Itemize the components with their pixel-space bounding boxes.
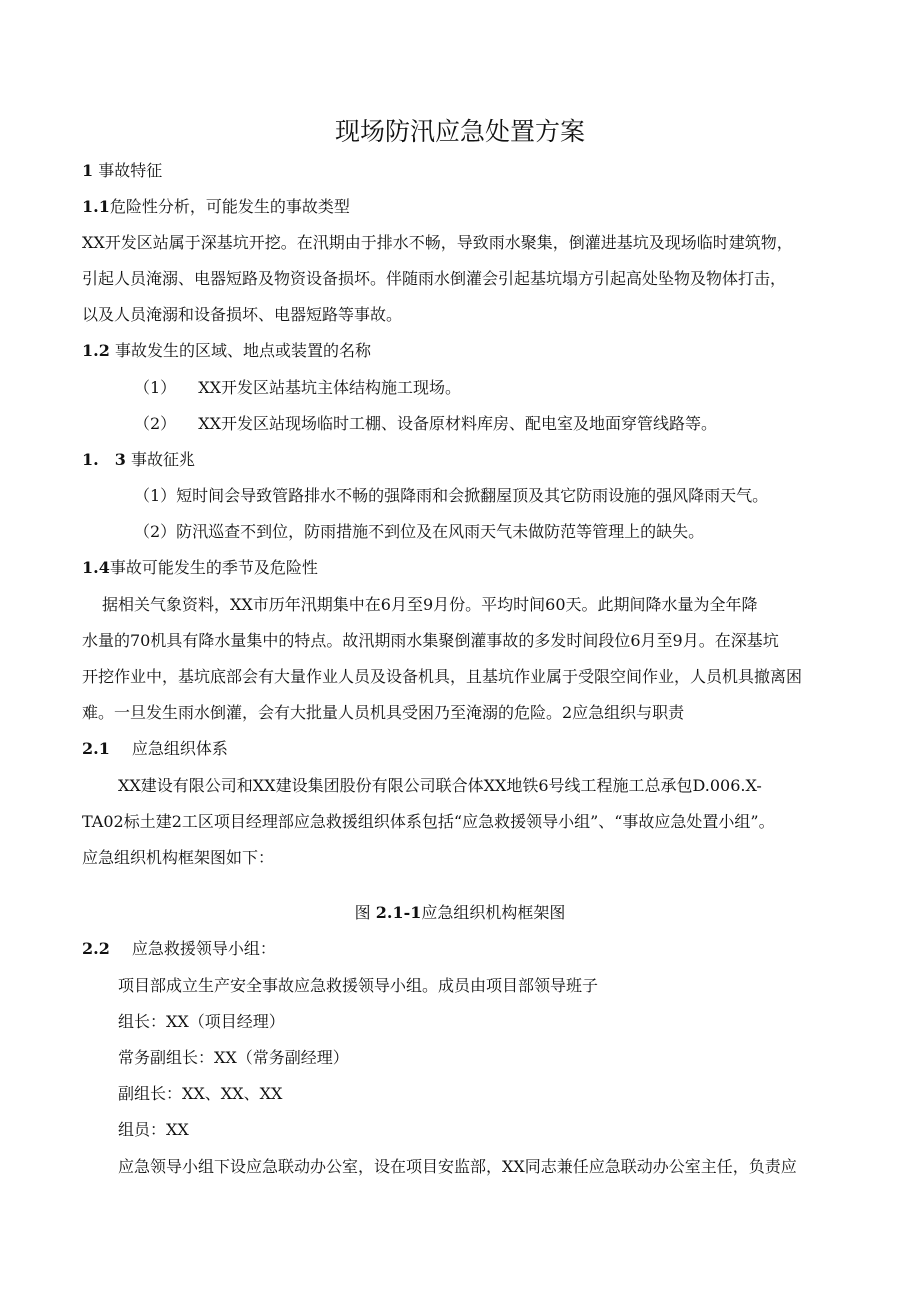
paragraph-line: 副组长：XX、XX、XX [118, 1084, 283, 1103]
paragraph-line: XX建设有限公司和XX建设集团股份有限公司联合体XX地铁6号线工程施工总承包D.006.X- [118, 776, 762, 795]
list-item: （2）防汛巡查不到位，防雨措施不到位及在风雨天气未做防范等管理上的缺失。 [134, 522, 705, 541]
section-number: 2.1 [82, 739, 110, 758]
caption-text: 应急组织机构框架图 [421, 903, 566, 922]
list-item: （1）短时间会导致管路排水不畅的强降雨和会掀翻屋顶及其它防雨设施的强风降雨天气。 [134, 486, 769, 505]
caption-number: 2.1-1 [375, 903, 422, 922]
section-title: 危险性分析，可能发生的事故类型 [109, 197, 350, 216]
section-number: 1.4 [82, 558, 110, 577]
paragraph-line: 难。一旦发生雨水倒灌，会有大批量人员机具受困乃至淹溺的危险。2应急组织与职责 [82, 703, 685, 722]
page-title: 现场防汛应急处置方案 [334, 117, 585, 146]
section-number: 1.1 [82, 197, 110, 216]
paragraph-line: 开挖作业中，基坑底部会有大量作业人员及设备机具，且基坑作业属于受限空间作业，人员机具撤离困 [82, 667, 803, 686]
section-title: 事故特征 [98, 161, 163, 180]
paragraph-line: 应急组织机构框架图如下： [82, 848, 275, 867]
paragraph-line: TA02标土建2工区项目经理部应急救援组织体系包括“应急救援领导小组”、“事故应急处置小组”。 [82, 812, 775, 831]
section-number: 1. 3 [82, 450, 126, 469]
list-item [134, 377, 461, 399]
paragraph-line: 引起人员淹溺、电器短路及物资设备损坏。伴随雨水倒灌会引起基坑塌方引起高处坠物及物体打击， [82, 269, 787, 288]
paragraph-line: 水量的70机具有降水量集中的特点。故汛期雨水集聚倒灌事故的多发时间段位6月至9月。在深基坑 [82, 631, 779, 650]
list-marker: （1） [134, 378, 177, 397]
list-item-text: XX开发区站基坑主体结构施工现场。 [198, 378, 461, 397]
section-1-2-heading [82, 340, 371, 362]
list-item [134, 413, 717, 435]
section-2-1-heading [82, 738, 228, 760]
paragraph-line: 据相关气象资料，XX市历年汛期集中在6月至9月份。平均时间60天。此期间降水量为全年降 [102, 595, 758, 614]
figure-caption [0, 902, 920, 924]
section-title: 事故发生的区域、地点或装置的名称 [114, 341, 371, 360]
section-1-4-heading [82, 557, 318, 579]
paragraph-line: 应急领导小组下设应急联动办公室，设在项目安监部，XX同志兼任应急联动办公室主任，负责应 [118, 1157, 797, 1176]
paragraph-line: 常务副组长：XX（常务副经理） [118, 1048, 349, 1067]
section-title: 事故可能发生的季节及危险性 [109, 558, 318, 577]
paragraph-line: 组员：XX [118, 1120, 189, 1139]
list-marker: （2） [134, 414, 177, 433]
section-title: 应急组织体系 [131, 739, 228, 758]
paragraph-line: 组长：XX（项目经理） [118, 1012, 285, 1031]
section-1-3-heading [82, 449, 195, 471]
section-number: 1.2 [82, 341, 110, 360]
caption-prefix: 图 [354, 903, 371, 922]
section-1-1-heading [82, 196, 350, 218]
section-1-heading [82, 160, 162, 182]
section-2-2-heading [82, 938, 276, 960]
paragraph-line: XX开发区站属于深基坑开挖。在汛期由于排水不畅，导致雨水聚集，倒灌进基坑及现场临时建筑物， [82, 233, 793, 252]
paragraph-line: 以及人员淹溺和设备损坏、电器短路等事故。 [82, 305, 403, 324]
section-title: 事故征兆 [130, 450, 195, 469]
paragraph-line: 项目部成立生产安全事故应急救援领导小组。成员由项目部领导班子 [118, 976, 599, 995]
section-title: 应急救援领导小组： [131, 939, 276, 958]
section-number: 2.2 [82, 939, 110, 958]
section-number: 1 [82, 161, 94, 180]
list-item-text: XX开发区站现场临时工棚、设备原材料库房、配电室及地面穿管线路等。 [198, 414, 717, 433]
